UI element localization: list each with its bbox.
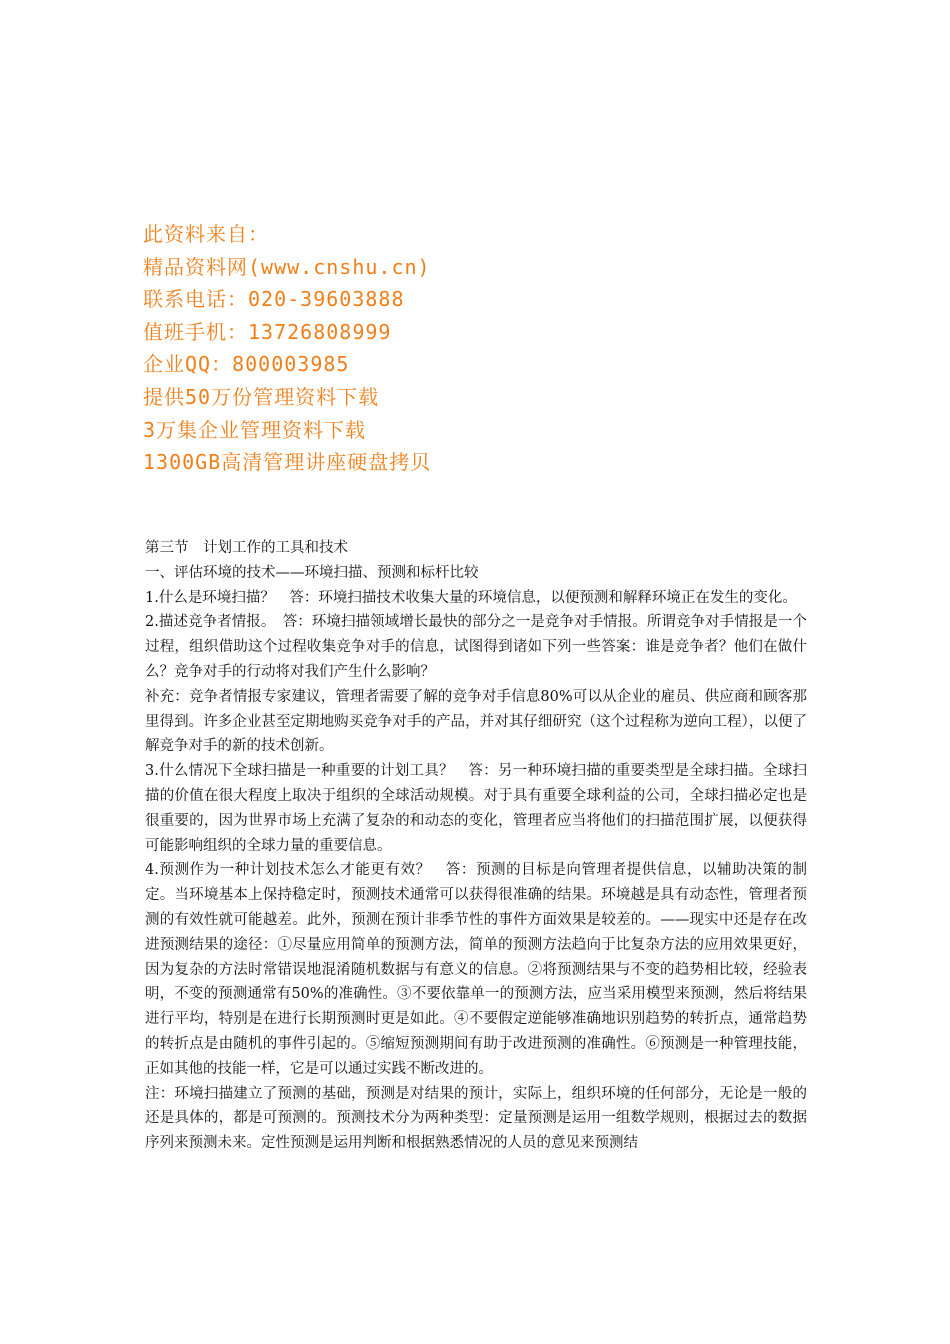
subsection-title: 一、评估环境的技术——环境扫描、预测和标杆比较 [145, 564, 479, 581]
promo-qq: 企业QQ：800003985 [143, 352, 350, 377]
promo-offer-documents: 提供50万份管理资料下载 [143, 384, 380, 409]
paragraph-supplement: 补充：竞争者情报专家建议，管理者需要了解的竞争对手信息80%可以从企业的雇员、供应商和顾客那里得到。许多企业甚至定期地购买竞争对手的产品，并对其仔细研究（这个过程称为逆向工程），以便了解竞争对手的新的技术创新。 [145, 688, 807, 755]
promo-phone: 联系电话：020-39603888 [143, 287, 405, 312]
promo-mobile: 值班手机：13726808999 [143, 319, 392, 344]
promo-website: 精品资料网(www.cnshu.cn) [143, 254, 431, 279]
promo-block [143, 218, 803, 479]
promo-source-label: 此资料来自： [143, 222, 269, 246]
paragraph-global-scanning: 3.什么情况下全球扫描是一种重要的计划工具？ 答：另一种环境扫描的重要类型是全球扫描。全球扫描的价值在很大程度上取决于组织的全球活动规模。对于具有重要全球利益的公司，全球扫描必定也是很重要的，因为世界市场上充满了复杂的和动态的变化，管理者应当将他们的扫描范围扩展，以便获得可能影响组织的全球力量的重要信息。 [145, 763, 807, 854]
paragraph-forecasting: 4.预测作为一种计划技术怎么才能更有效？ 答：预测的目标是向管理者提供信息，以辅助决策的制定。当环境基本上保持稳定时，预测技术通常可以获得很准确的结果。环境越是具有动态性，管理者预测的有效性就可能越差。此外，预测在预计非季节性的事件方面效果是较差的。——现实中还是存在改进预测结果的途径：①尽量应用简单的预测方法，简单的预测方法趋向于比复杂方法的应用效果更好，因为复杂的方法时常错误地混淆随机数据与有意义的信息。②将预测结果与不变的趋势相比较，经验表明，不变的预测通常有50%的准确性。③不要依靠单一的预测方法，应当采用模型来预测，然后将结果进行平均，特别是在进行长期预测时更是如此。④不要假定逆能够准确地识别趋势的转折点，通常趋势的转折点是由随机的事件引起的。⑤缩短预测期间有助于改进预测的准确性。⑥预测是一种管理技能，正如其他的技能一样，它是可以通过实践不断改进的。 [145, 862, 807, 1077]
paragraph-note: 注：环境扫描建立了预测的基础，预测是对结果的预计，实际上，组织环境的任何部分，无论是一般的还是具体的，都是可预测的。预测技术分为两种类型：定量预测是运用一组数学规则，根据过去的数据序列来预测未来。定性预测是运用判断和根据熟悉情况的人员的意见来预测结 [145, 1085, 807, 1152]
promo-offer-videos: 3万集企业管理资料下载 [143, 417, 367, 442]
section-title: 第三节 计划工作的工具和技术 [145, 540, 348, 556]
paragraph-environment-scanning: 1.什么是环境扫描？ 答：环境扫描技术收集大量的环境信息，以便预测和解释环境正在发生的变化。 [145, 589, 797, 606]
promo-offer-lectures: 1300GB高清管理讲座硬盘拷贝 [143, 450, 432, 475]
paragraph-competitor-intelligence: 2.描述竞争者情报。 答：环境扫描领域增长最快的部分之一是竞争对手情报。所谓竞争对手情报是一个过程，组织借助这个过程收集竞争对手的信息，试图得到诸如下列一些答案：谁是竞争者？他们在做什么？竞争对手的行动将对我们产生什么影响？ [145, 614, 807, 680]
document-body [145, 536, 807, 1156]
